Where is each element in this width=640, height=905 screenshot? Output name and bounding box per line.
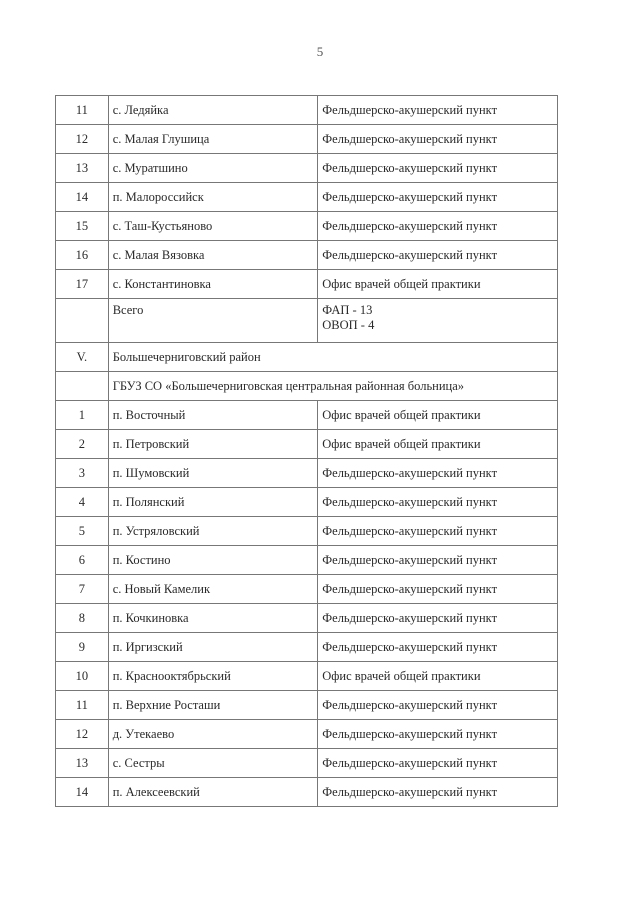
row-number: 16 (56, 241, 109, 270)
hospital-row (56, 372, 558, 401)
location-name: с. Таш-Кустьяново (108, 212, 318, 241)
row-number: 11 (56, 691, 109, 720)
location-name: с. Новый Камелик (108, 575, 318, 604)
hospital-num-cell (56, 372, 109, 401)
location-name: п. Восточный (108, 401, 318, 430)
total-label: Всего (108, 299, 318, 343)
table-row (56, 270, 558, 299)
row-number: 4 (56, 488, 109, 517)
row-number: 7 (56, 575, 109, 604)
facility-type: Фельдшерско-акушерский пункт (318, 691, 558, 720)
row-number: 12 (56, 720, 109, 749)
facility-type: Офис врачей общей практики (318, 401, 558, 430)
table-row (56, 154, 558, 183)
facility-type: Фельдшерско-акушерский пункт (318, 241, 558, 270)
table-row (56, 749, 558, 778)
table-row (56, 778, 558, 807)
location-name: д. Утекаево (108, 720, 318, 749)
table-row (56, 96, 558, 125)
location-name: с. Константиновка (108, 270, 318, 299)
location-name: п. Шумовский (108, 459, 318, 488)
row-number: 9 (56, 633, 109, 662)
facility-type: Фельдшерско-акушерский пункт (318, 125, 558, 154)
table-row (56, 183, 558, 212)
table-row (56, 575, 558, 604)
row-number: 2 (56, 430, 109, 459)
row-number: 5 (56, 517, 109, 546)
facility-type: Офис врачей общей практики (318, 270, 558, 299)
table-body-bottom (56, 401, 558, 807)
row-number: 3 (56, 459, 109, 488)
location-name: с. Сестры (108, 749, 318, 778)
table-row (56, 401, 558, 430)
table-row (56, 720, 558, 749)
facility-type: Фельдшерско-акушерский пункт (318, 212, 558, 241)
location-name: с. Муратшино (108, 154, 318, 183)
table-row (56, 241, 558, 270)
row-number: 14 (56, 183, 109, 212)
facility-type: Фельдшерско-акушерский пункт (318, 546, 558, 575)
table-row (56, 430, 558, 459)
location-name: п. Устряловский (108, 517, 318, 546)
hospital-name: ГБУЗ СО «Большечерниговская центральная районная больница» (108, 372, 557, 401)
facility-type: Фельдшерско-акушерский пункт (318, 720, 558, 749)
table-row (56, 488, 558, 517)
table-row (56, 662, 558, 691)
total-num-cell (56, 299, 109, 343)
row-number: 11 (56, 96, 109, 125)
location-name: с. Малая Вязовка (108, 241, 318, 270)
location-name: п. Краснооктябрьский (108, 662, 318, 691)
table-row (56, 459, 558, 488)
table-body-top (56, 96, 558, 299)
row-number: 13 (56, 154, 109, 183)
table-row (56, 517, 558, 546)
table-row (56, 691, 558, 720)
facility-type: Фельдшерско-акушерский пункт (318, 575, 558, 604)
location-name: с. Ледяйка (108, 96, 318, 125)
facility-type: Фельдшерско-акушерский пункт (318, 459, 558, 488)
location-name: с. Малая Глушица (108, 125, 318, 154)
table-row (56, 633, 558, 662)
facility-type: Офис врачей общей практики (318, 430, 558, 459)
total-row (56, 299, 558, 343)
facility-type: Фельдшерско-акушерский пункт (318, 183, 558, 212)
row-number: 6 (56, 546, 109, 575)
row-number: 10 (56, 662, 109, 691)
section-number: V. (56, 343, 109, 372)
facility-type: Фельдшерско-акушерский пункт (318, 749, 558, 778)
table-row (56, 546, 558, 575)
total-fap: ФАП - 13 (322, 303, 373, 317)
location-name: п. Верхние Росташи (108, 691, 318, 720)
row-number: 12 (56, 125, 109, 154)
row-number: 1 (56, 401, 109, 430)
table-row (56, 212, 558, 241)
total-values (318, 299, 558, 343)
facility-type: Фельдшерско-акушерский пункт (318, 488, 558, 517)
row-number: 15 (56, 212, 109, 241)
location-name: п. Кочкиновка (108, 604, 318, 633)
facility-type: Фельдшерско-акушерский пункт (318, 604, 558, 633)
location-name: п. Алексеевский (108, 778, 318, 807)
row-number: 8 (56, 604, 109, 633)
location-name: п. Костино (108, 546, 318, 575)
table-row (56, 125, 558, 154)
location-name: п. Иргизский (108, 633, 318, 662)
facility-type: Фельдшерско-акушерский пункт (318, 154, 558, 183)
page-number: 5 (316, 44, 324, 59)
row-number: 14 (56, 778, 109, 807)
facility-type: Фельдшерско-акушерский пункт (318, 517, 558, 546)
location-name: п. Малороссийск (108, 183, 318, 212)
location-name: п. Петровский (108, 430, 318, 459)
district-name: Большечерниговский район (108, 343, 557, 372)
section-header-row (56, 343, 558, 372)
row-number: 13 (56, 749, 109, 778)
row-number: 17 (56, 270, 109, 299)
facility-type: Фельдшерско-акушерский пункт (318, 633, 558, 662)
facility-type: Офис врачей общей практики (318, 662, 558, 691)
facility-type: Фельдшерско-акушерский пункт (318, 778, 558, 807)
facilities-table (55, 95, 558, 807)
location-name: п. Полянский (108, 488, 318, 517)
total-ovop: ОВОП - 4 (322, 318, 375, 332)
table-body-summary (56, 299, 558, 401)
table-row (56, 604, 558, 633)
facility-type: Фельдшерско-акушерский пункт (318, 96, 558, 125)
